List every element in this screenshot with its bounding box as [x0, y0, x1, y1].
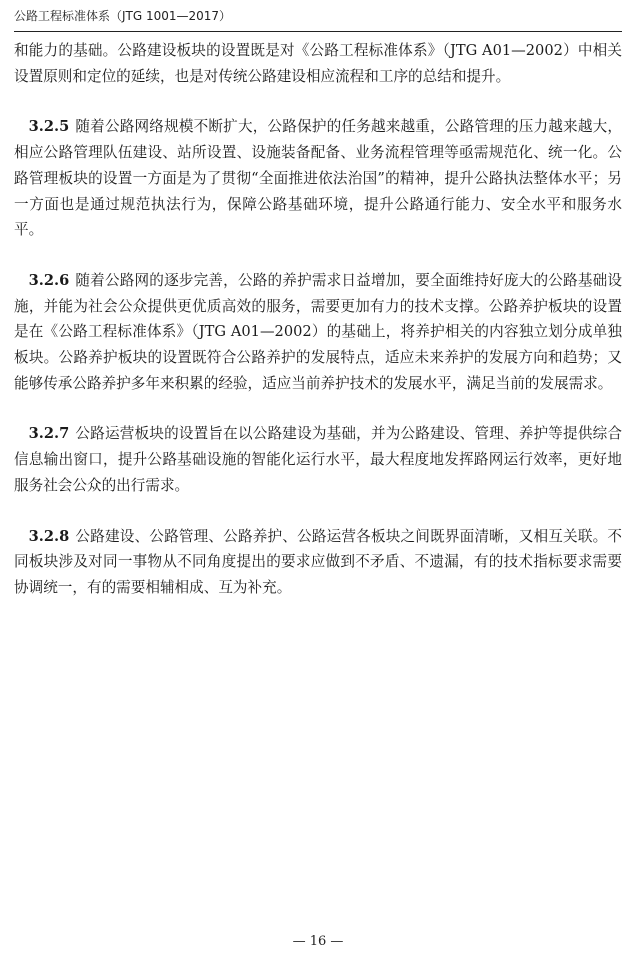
paragraph-text: 随着公路网络规模不断扩大，公路保护的任务越来越重，公路管理的压力越来越大，相应公路管理队伍建设、站所设置、设施装备配备、业务流程管理等亟需规范化、统一化。公路管理板块的设置一方面是为了贯彻“全面推进依法治国”的精神，提升公路执法整体水平；另一方面也是通过规范执法行为，保障公路基础环境，提升公路通行能力、安全水平和服务水平。	[14, 118, 622, 239]
running-header: 公路工程标准体系（JTG 1001—2017）	[14, 5, 622, 32]
page-number: — 16 —	[292, 934, 344, 949]
section-3-2-6	[14, 268, 622, 397]
paragraph-text: 和能力的基础。公路建设板块的设置既是对《公路工程标准体系》（JTG A01—2002）中相关设置原则和定位的延续，也是对传统公路建设相应流程和工序的总结和提升。	[14, 42, 622, 85]
page-body	[14, 38, 622, 601]
section-3-2-7	[14, 421, 622, 498]
paragraph-continued	[14, 38, 622, 89]
section-number: 3.2.5	[28, 118, 70, 136]
paragraph-text: 公路运营板块的设置旨在以公路建设为基础，并为公路建设、管理、养护等提供综合信息输出窗口，提升公路基础设施的智能化运行水平，最大程度地发挥路网运行效率，更好地服务社会公众的出行需求。	[14, 425, 622, 494]
section-number: 3.2.8	[28, 527, 70, 545]
paragraph-text: 公路建设、公路管理、公路养护、公路运营各板块之间既界面清晰，又相互关联。不同板块涉及对同一事物从不同角度提出的要求应做到不矛盾、不遗漏，有的技术指标要求需要协调统一，有的需要相辅相成、互为补充。	[14, 527, 622, 596]
section-3-2-5	[14, 114, 622, 243]
section-number: 3.2.6	[28, 271, 70, 289]
section-3-2-8	[14, 524, 622, 601]
paragraph-text: 随着公路网的逐步完善，公路的养护需求日益增加，要全面维持好庞大的公路基础设施，并能为社会公众提供更优质高效的服务，需要更加有力的技术支撑。公路养护板块的设置是在《公路工程标准体系》（JTG A01—2002）的基础上，将养护相关的内容独立划分成单独板块。公路养护板块的设置既符合公路养护的发展特点，适应未来养护的发展方向和趋势；又能够传承公路养护多年来积累的经验，适应当前养护技术的发展水平，满足当前的发展需求。	[14, 271, 622, 392]
section-number: 3.2.7	[28, 425, 70, 443]
